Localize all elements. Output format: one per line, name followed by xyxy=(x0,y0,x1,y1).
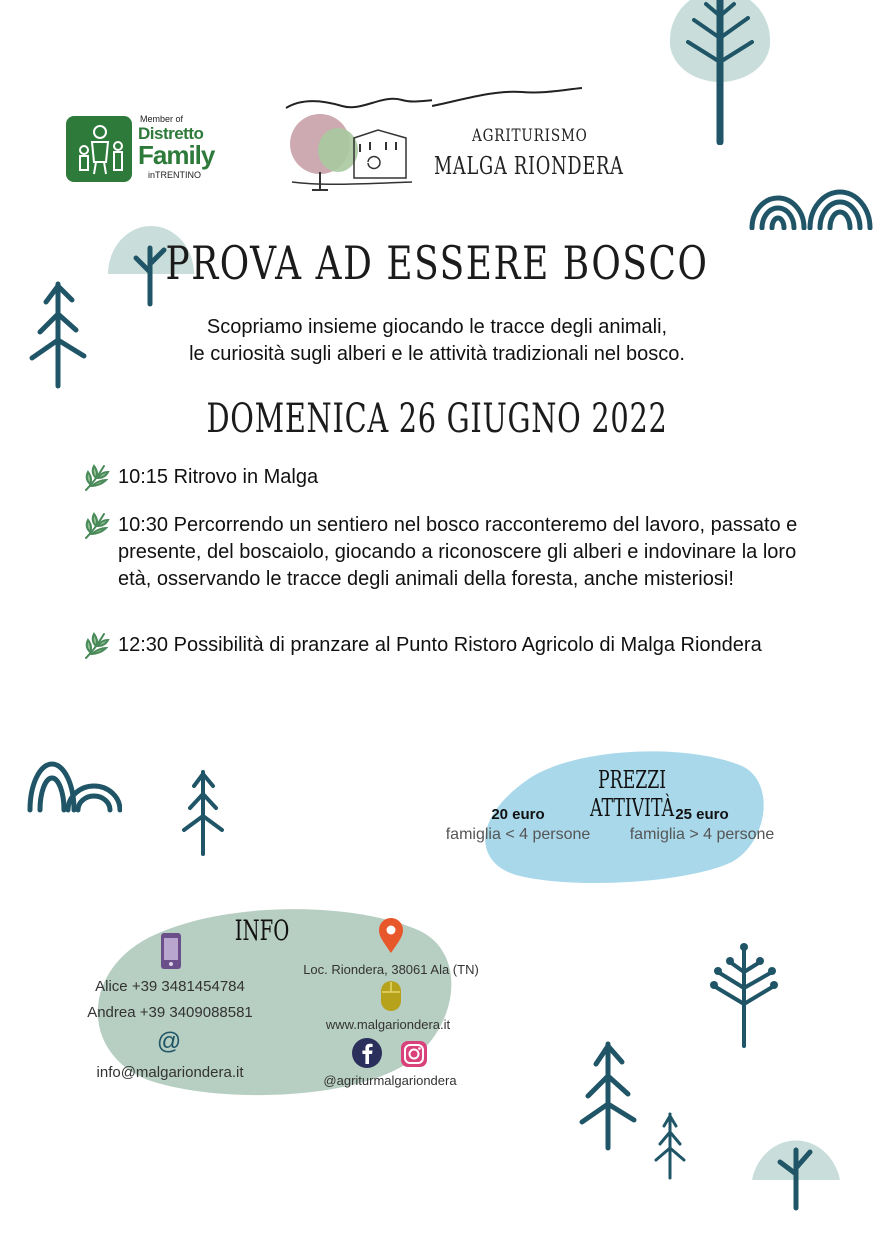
malga-logo-hill xyxy=(432,86,582,110)
branched-tree-right-decoration xyxy=(706,942,782,1050)
price-description: famiglia > 4 persone xyxy=(629,826,775,843)
price-amount: 20 euro xyxy=(491,806,545,823)
distretto-member-of: Member of xyxy=(140,114,184,124)
program-item-text: 10:15 Ritrovo in Malga xyxy=(118,466,319,488)
pine-bottom-large-decoration xyxy=(578,1040,638,1152)
program-item-text: 10:30 Percorrendo un sentiero nel bosco racconteremo del lavoro, passato e presente, del boscaiolo, giocando a riconoscere gli alberi e indovinare la loro età, osservando le tracce degli animali della foresta, anche misteriosi! xyxy=(118,514,798,590)
arches-left-decoration xyxy=(26,758,122,814)
leaf-bullet-icon xyxy=(82,462,110,494)
prices-title: PREZZI ATTIVITÀ xyxy=(589,766,675,822)
event-title: PROVA AD ESSERE BOSCO xyxy=(165,236,709,290)
location-pin-icon xyxy=(378,918,404,954)
intro-line-1: Scopriamo insieme giocando le tracce degli animali, xyxy=(206,316,668,338)
malga-riondera-logo xyxy=(282,86,624,198)
distretto-family-logo xyxy=(66,114,226,186)
price-amount: 25 euro xyxy=(675,806,729,823)
instagram-icon xyxy=(400,1040,428,1068)
event-intro xyxy=(0,314,874,368)
contact-email: info@malgariondera.it xyxy=(96,1064,244,1081)
intro-line-2: le curiosità sugli alberi e le attività tradizionali nel bosco. xyxy=(189,343,685,365)
price-description: famiglia < 4 persone xyxy=(445,826,591,843)
malga-logo-drawing xyxy=(282,86,432,198)
facebook-icon xyxy=(352,1038,382,1068)
contact-andrea: Andrea +39 3409088581 xyxy=(87,1004,253,1021)
social-handle: @agriturmalgariondera xyxy=(323,1073,457,1088)
pine-middle-decoration xyxy=(180,770,226,858)
malga-logo-line2: MALGA RIONDERA xyxy=(434,152,624,180)
program-item-text: 12:30 Possibilità di pranzare al Punto Ristoro Agricolo di Malga Riondera xyxy=(118,634,762,656)
event-date: DOMENICA 26 GIUGNO 2022 xyxy=(206,396,668,442)
mouse-icon xyxy=(380,980,402,1012)
distretto-family-emblem xyxy=(66,116,132,182)
contact-alice: Alice +39 3481454784 xyxy=(95,978,245,995)
at-icon: @ xyxy=(156,1028,182,1055)
distretto-line3: inTRENTINO xyxy=(148,170,202,180)
distretto-line2: Family xyxy=(138,140,215,170)
website: www.malgariondera.it xyxy=(325,1017,451,1032)
address: Loc. Riondera, 38061 Ala (TN) xyxy=(303,962,479,977)
program-list xyxy=(82,462,802,702)
tree-top-right-decoration xyxy=(668,0,772,145)
phone-icon xyxy=(160,932,182,970)
pine-bottom-small-decoration xyxy=(652,1112,688,1182)
malga-logo-line1: AGRITURISMO xyxy=(472,126,588,146)
leaf-bullet-icon xyxy=(82,630,110,662)
arches-top-right-decoration xyxy=(748,178,874,230)
tree-bottom-right-decoration xyxy=(750,1116,842,1212)
distretto-line1: Distretto xyxy=(138,124,204,143)
leaf-bullet-icon xyxy=(82,510,110,542)
info-title: INFO xyxy=(234,914,290,947)
